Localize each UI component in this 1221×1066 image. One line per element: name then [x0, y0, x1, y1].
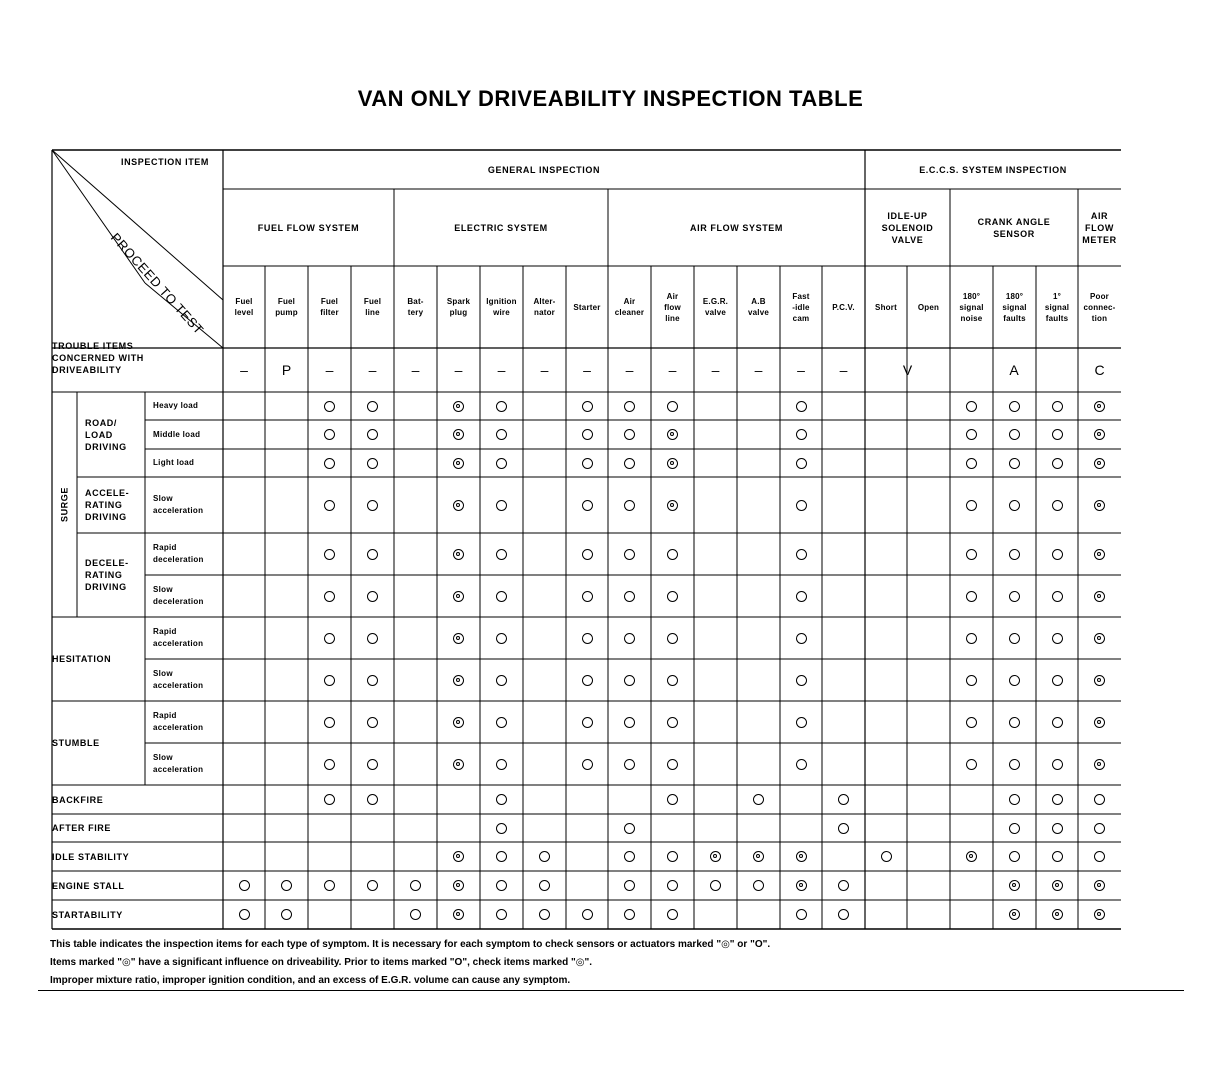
- double-circle-mark: [1094, 591, 1105, 602]
- circle-mark: [582, 401, 593, 412]
- column-code: C: [1094, 362, 1105, 378]
- circle-mark: [582, 633, 593, 644]
- circle-mark: [796, 458, 807, 469]
- circle-mark: [667, 909, 678, 920]
- row-label: Rapid acceleration: [153, 711, 204, 732]
- circle-mark: [1052, 675, 1063, 686]
- double-circle-mark: [453, 633, 464, 644]
- circle-mark: [667, 794, 678, 805]
- circle-mark: [838, 794, 849, 805]
- double-circle-mark: [453, 401, 464, 412]
- circle-mark: [582, 675, 593, 686]
- column-header: A.B valve: [747, 297, 770, 317]
- circle-mark: [1009, 851, 1020, 862]
- circle-mark: [966, 717, 977, 728]
- double-circle-mark: [453, 500, 464, 511]
- column-header: E.G.R. valve: [702, 297, 729, 317]
- circle-mark: [838, 823, 849, 834]
- circle-mark: [667, 880, 678, 891]
- circle-mark: [624, 823, 635, 834]
- column-header: Air cleaner: [614, 297, 645, 317]
- row-label: Slow deceleration: [153, 585, 204, 606]
- circle-mark: [496, 759, 507, 770]
- circle-mark: [624, 500, 635, 511]
- double-circle-mark: [453, 591, 464, 602]
- double-circle-mark: [753, 851, 764, 862]
- circle-mark: [796, 633, 807, 644]
- circle-mark: [1094, 794, 1105, 805]
- double-circle-mark: [1094, 429, 1105, 440]
- circle-mark: [367, 500, 378, 511]
- circle-mark: [1009, 549, 1020, 560]
- circle-mark: [796, 591, 807, 602]
- row-label: ENGINE STALL: [52, 880, 125, 891]
- circle-mark: [753, 794, 764, 805]
- footnote-3: Improper mixture ratio, improper ignition condition, and an excess of E.G.R. volume can cause any symptom.: [50, 975, 571, 986]
- row-label: Rapid deceleration: [153, 543, 204, 564]
- double-circle-mark: [796, 880, 807, 891]
- double-circle-mark: [1052, 909, 1063, 920]
- circle-mark: [624, 549, 635, 560]
- circle-mark: [667, 851, 678, 862]
- row-label: BACKFIRE: [52, 794, 104, 805]
- electric-system-header: ELECTRIC SYSTEM: [454, 222, 548, 233]
- row-label: AFTER FIRE: [52, 823, 111, 833]
- circle-mark: [324, 429, 335, 440]
- circle-mark: [582, 591, 593, 602]
- circle-mark: [496, 549, 507, 560]
- circle-mark: [324, 794, 335, 805]
- circle-mark: [1052, 549, 1063, 560]
- circle-mark: [1052, 794, 1063, 805]
- surge-label: SURGE: [59, 487, 69, 523]
- column-code: –: [368, 362, 377, 378]
- circle-mark: [496, 880, 507, 891]
- circle-mark: [1009, 794, 1020, 805]
- double-circle-mark: [453, 880, 464, 891]
- double-circle-mark: [1009, 880, 1020, 891]
- trouble-items-label: TROUBLE ITEMS CONCERNED WITH DRIVEABILITY: [52, 341, 144, 375]
- double-circle-mark: [453, 458, 464, 469]
- column-header: Short: [875, 302, 897, 312]
- circle-mark: [582, 500, 593, 511]
- bottom-divider: [38, 990, 1184, 991]
- circle-mark: [1052, 458, 1063, 469]
- circle-mark: [281, 909, 292, 920]
- column-header: Ignition wire: [486, 297, 517, 317]
- idle-up-solenoid-header: IDLE-UP SOLENOID VALVE: [881, 210, 934, 245]
- column-code: –: [325, 362, 334, 378]
- double-circle-mark: [453, 759, 464, 770]
- column-header: Air flow line: [664, 291, 681, 323]
- double-circle-mark: [1094, 633, 1105, 644]
- circle-mark: [496, 851, 507, 862]
- circle-mark: [324, 675, 335, 686]
- circle-mark: [582, 429, 593, 440]
- column-header: Alter- nator: [533, 297, 556, 317]
- circle-mark: [1052, 401, 1063, 412]
- row-label: Slow acceleration: [153, 753, 204, 774]
- circle-mark: [966, 633, 977, 644]
- double-circle-mark: [1094, 909, 1105, 920]
- circle-mark: [1009, 458, 1020, 469]
- double-circle-mark: [796, 851, 807, 862]
- circle-mark: [1052, 500, 1063, 511]
- circle-mark: [624, 909, 635, 920]
- column-code: P: [281, 362, 292, 378]
- circle-mark: [624, 759, 635, 770]
- column-header: Bat- tery: [407, 297, 424, 317]
- circle-mark: [667, 549, 678, 560]
- circle-mark: [496, 429, 507, 440]
- general-inspection-header: GENERAL INSPECTION: [487, 164, 601, 175]
- double-circle-mark: [453, 429, 464, 440]
- column-header: P.C.V.: [832, 302, 855, 312]
- stumble-label: STUMBLE: [52, 738, 100, 748]
- column-code: –: [625, 362, 634, 378]
- circle-mark: [539, 880, 550, 891]
- double-circle-mark: [1094, 717, 1105, 728]
- circle-mark: [582, 549, 593, 560]
- circle-mark: [667, 675, 678, 686]
- circle-mark: [367, 401, 378, 412]
- row-label: IDLE STABILITY: [52, 851, 130, 862]
- double-circle-mark: [667, 500, 678, 511]
- circle-mark: [796, 549, 807, 560]
- crank-angle-sensor-header: CRANK ANGLE SENSOR: [977, 216, 1051, 239]
- inspection-item-label: INSPECTION ITEM: [120, 157, 209, 167]
- double-circle-mark: [453, 851, 464, 862]
- circle-mark: [582, 909, 593, 920]
- accelerating-driving-label: ACCELE- RATING DRIVING: [85, 488, 130, 522]
- double-circle-mark: [667, 458, 678, 469]
- hesitation-label: HESITATION: [52, 654, 112, 664]
- circle-mark: [966, 675, 977, 686]
- row-label: STARTABILITY: [52, 909, 123, 920]
- column-code: –: [754, 362, 763, 378]
- column-header: Starter: [573, 302, 601, 312]
- circle-mark: [667, 401, 678, 412]
- column-header: Poor connec- tion: [1083, 291, 1116, 323]
- circle-mark: [324, 500, 335, 511]
- circle-mark: [624, 851, 635, 862]
- circle-mark: [966, 401, 977, 412]
- circle-mark: [367, 759, 378, 770]
- double-circle-mark: [1094, 401, 1105, 412]
- circle-mark: [324, 458, 335, 469]
- circle-mark: [324, 633, 335, 644]
- circle-mark: [367, 591, 378, 602]
- column-code: –: [411, 362, 420, 378]
- eccs-inspection-header: E.C.C.S. SYSTEM INSPECTION: [919, 164, 1067, 175]
- circle-mark: [324, 759, 335, 770]
- column-header: Fast -idle cam: [792, 291, 810, 323]
- double-circle-mark: [1009, 909, 1020, 920]
- row-label: Slow acceleration: [153, 494, 204, 515]
- circle-mark: [239, 909, 250, 920]
- circle-mark: [324, 880, 335, 891]
- circle-mark: [966, 458, 977, 469]
- circle-mark: [367, 549, 378, 560]
- circle-mark: [496, 591, 507, 602]
- column-code: –: [540, 362, 549, 378]
- circle-mark: [496, 675, 507, 686]
- circle-mark: [1009, 429, 1020, 440]
- circle-mark: [1009, 759, 1020, 770]
- double-circle-mark: [1094, 675, 1105, 686]
- circle-mark: [496, 794, 507, 805]
- circle-mark: [367, 717, 378, 728]
- circle-mark: [281, 880, 292, 891]
- circle-mark: [710, 880, 721, 891]
- row-label: Light load: [153, 458, 195, 467]
- circle-mark: [1052, 759, 1063, 770]
- footnote-2: Items marked "◎" have a significant influence on driveability. Prior to items marked "O", check items marked "◎".: [50, 957, 593, 968]
- circle-mark: [410, 909, 421, 920]
- air-flow-system-header: AIR FLOW SYSTEM: [690, 222, 783, 233]
- column-header: Spark plug: [446, 297, 471, 317]
- circle-mark: [624, 401, 635, 412]
- circle-mark: [667, 633, 678, 644]
- circle-mark: [1009, 823, 1020, 834]
- circle-mark: [239, 880, 250, 891]
- double-circle-mark: [453, 717, 464, 728]
- circle-mark: [410, 880, 421, 891]
- double-circle-mark: [453, 549, 464, 560]
- circle-mark: [582, 759, 593, 770]
- circle-mark: [796, 675, 807, 686]
- circle-mark: [753, 880, 764, 891]
- circle-mark: [667, 591, 678, 602]
- circle-mark: [496, 401, 507, 412]
- decelerating-driving-label: DECELE- RATING DRIVING: [85, 558, 129, 592]
- circle-mark: [624, 591, 635, 602]
- circle-mark: [1052, 429, 1063, 440]
- double-circle-mark: [966, 851, 977, 862]
- circle-mark: [667, 717, 678, 728]
- circle-mark: [966, 759, 977, 770]
- circle-mark: [324, 591, 335, 602]
- circle-mark: [324, 717, 335, 728]
- circle-mark: [624, 633, 635, 644]
- column-code: –: [839, 362, 848, 378]
- circle-mark: [624, 880, 635, 891]
- column-header: 180° signal faults: [1002, 291, 1027, 323]
- double-circle-mark: [667, 429, 678, 440]
- column-code: –: [454, 362, 463, 378]
- circle-mark: [324, 549, 335, 560]
- diagonal-line: [52, 150, 223, 300]
- circle-mark: [838, 909, 849, 920]
- double-circle-mark: [1094, 759, 1105, 770]
- circle-mark: [796, 500, 807, 511]
- circle-mark: [1009, 591, 1020, 602]
- column-header: Fuel pump: [275, 297, 298, 317]
- circle-mark: [496, 717, 507, 728]
- idle-up-code: V: [902, 362, 913, 378]
- crank-angle-code: A: [1009, 362, 1019, 378]
- column-code: –: [583, 362, 591, 378]
- column-code: –: [240, 362, 248, 378]
- footnotes: [50, 936, 770, 990]
- circle-mark: [966, 500, 977, 511]
- circle-mark: [1009, 633, 1020, 644]
- column-code: –: [497, 362, 506, 378]
- column-header: 1° signal faults: [1044, 291, 1070, 323]
- circle-mark: [1009, 401, 1020, 412]
- column-code: –: [797, 362, 805, 378]
- circle-mark: [796, 909, 807, 920]
- circle-mark: [624, 458, 635, 469]
- circle-mark: [966, 591, 977, 602]
- circle-mark: [496, 633, 507, 644]
- page-title: VAN ONLY DRIVEABILITY INSPECTION TABLE: [357, 86, 864, 111]
- circle-mark: [367, 633, 378, 644]
- circle-mark: [367, 675, 378, 686]
- double-circle-mark: [1094, 458, 1105, 469]
- circle-mark: [624, 429, 635, 440]
- column-header: Fuel filter: [320, 297, 339, 317]
- road-load-driving-label: ROAD/ LOAD DRIVING: [85, 417, 127, 452]
- double-circle-mark: [453, 675, 464, 686]
- fuel-flow-system-header: FUEL FLOW SYSTEM: [257, 222, 360, 233]
- footnote-1: This table indicates the inspection items for each type of symptom. It is necessary for each symptom to check sensors or actuators marked "◎" or "O".: [50, 939, 771, 950]
- circle-mark: [1052, 851, 1063, 862]
- row-label: Slow acceleration: [153, 669, 204, 690]
- column-header: 180° signal noise: [959, 291, 984, 323]
- double-circle-mark: [1094, 880, 1105, 891]
- double-circle-mark: [1094, 549, 1105, 560]
- row-label: Middle load: [153, 429, 201, 439]
- row-label: Rapid acceleration: [153, 627, 204, 648]
- circle-mark: [496, 823, 507, 834]
- column-code: –: [711, 362, 720, 378]
- column-header: Open: [917, 302, 940, 312]
- double-circle-mark: [1052, 880, 1063, 891]
- circle-mark: [966, 429, 977, 440]
- circle-mark: [667, 759, 678, 770]
- circle-mark: [496, 458, 507, 469]
- circle-mark: [796, 401, 807, 412]
- air-flow-meter-header: AIR FLOW METER: [1082, 210, 1117, 245]
- circle-mark: [367, 429, 378, 440]
- circle-mark: [582, 717, 593, 728]
- circle-mark: [496, 909, 507, 920]
- circle-mark: [1052, 717, 1063, 728]
- circle-mark: [1009, 675, 1020, 686]
- circle-mark: [796, 717, 807, 728]
- circle-mark: [1052, 633, 1063, 644]
- double-circle-mark: [1094, 500, 1105, 511]
- double-circle-mark: [453, 909, 464, 920]
- column-header: Fuel line: [363, 297, 382, 317]
- circle-mark: [1052, 591, 1063, 602]
- circle-mark: [838, 880, 849, 891]
- circle-mark: [539, 909, 550, 920]
- circle-mark: [582, 458, 593, 469]
- circle-mark: [539, 851, 550, 862]
- circle-mark: [367, 458, 378, 469]
- column-code: –: [668, 362, 677, 378]
- circle-mark: [324, 401, 335, 412]
- circle-mark: [1094, 851, 1105, 862]
- circle-mark: [966, 549, 977, 560]
- column-header: Fuel level: [234, 297, 254, 317]
- circle-mark: [367, 794, 378, 805]
- circle-mark: [496, 500, 507, 511]
- circle-mark: [796, 429, 807, 440]
- circle-mark: [624, 675, 635, 686]
- circle-mark: [881, 851, 892, 862]
- proceed-to-test-label: PROCEED TO TEST: [107, 229, 207, 338]
- circle-mark: [796, 759, 807, 770]
- circle-mark: [1094, 823, 1105, 834]
- circle-mark: [624, 717, 635, 728]
- circle-mark: [367, 880, 378, 891]
- circle-mark: [1052, 823, 1063, 834]
- double-circle-mark: [710, 851, 721, 862]
- circle-mark: [1009, 717, 1020, 728]
- row-label: Heavy load: [153, 401, 199, 410]
- circle-mark: [1009, 500, 1020, 511]
